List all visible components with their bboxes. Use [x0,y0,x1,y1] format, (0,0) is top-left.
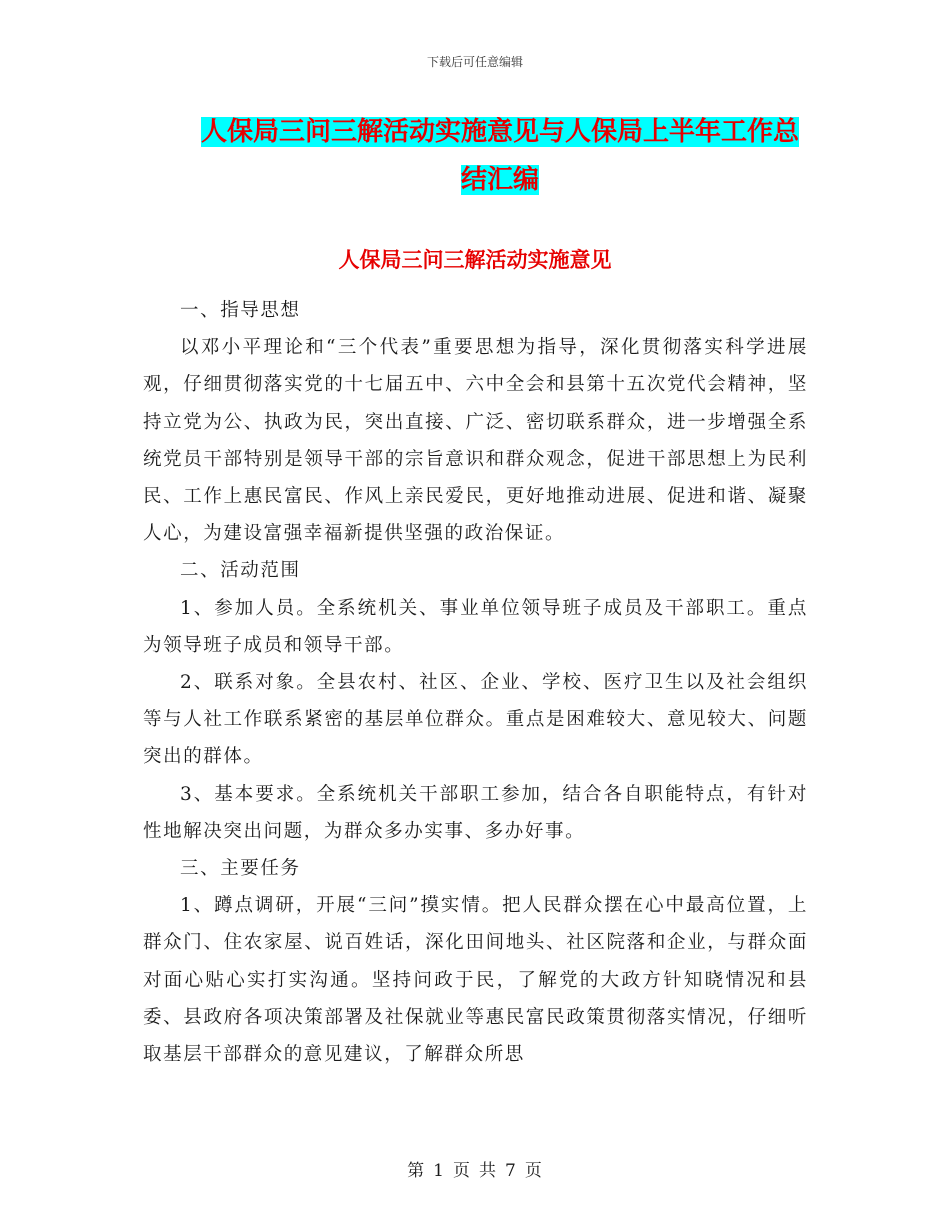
paragraph-contact-targets: 2、联系对象。全县农村、社区、企业、学校、医疗卫生以及社会组织等与人社工作联系紧密的基层单位群众。重点是困难较大、意见较大、问题突出的群体。 [143,672,808,768]
paragraph-participants: 1、参加人员。全系统机关、事业单位领导班子成员及干部职工。重点为领导班子成员和领导干部。 [143,597,808,656]
heading-main-tasks: 三、主要任务 [180,858,301,880]
document-title-line2: 结汇编 [460,165,539,195]
footer-page-number: 1 [433,1161,445,1181]
footer-prefix: 第 [407,1161,426,1181]
heading-activity-scope: 二、活动范围 [180,560,301,582]
header-note: 下载后可任意编辑 [426,55,523,69]
document-title [150,108,850,204]
document-title-line1: 人保局三问三解活动实施意见与人保局上半年工作总 [200,117,799,147]
section-title: 人保局三问三解活动实施意见 [338,248,612,272]
footer-total-pages: 7 [505,1161,517,1181]
footer-suffix: 页 [524,1161,543,1181]
paragraph-guiding-ideology: 以邓小平理论和“三个代表”重要思想为指导，深化贯彻落实科学进展观，仔细贯彻落实党的十七届五中、六中全会和县第十五次党代会精神，坚持立党为公、执政为民，突出直接、广泛、密切联系群众，进一步增强全系统党员干部特别是领导干部的宗旨意识和群众观念，促进干部思想上为民利民、工作上惠民富民、作风上亲民爱民，更好地推动进展、促进和谐、凝聚人心，为建设富强幸福新提供坚强的政治保证。 [143,337,808,545]
footer-mid: 页 [453,1161,471,1181]
paragraph-basic-requirements: 3、基本要求。全系统机关干部职工参加，结合各自职能特点，有针对性地解决突出问题，为群众多办实事、多办好事。 [143,783,808,842]
heading-guiding-ideology: 一、指导思想 [180,300,301,321]
body-text [143,292,808,1073]
page-footer [0,1156,950,1181]
paragraph-field-research: 1、蹲点调研，开展“三问”摸实情。把人民群众摆在心中最高位置，上群众门、住农家屋、说百姓话，深化田间地头、社区院落和企业，与群众面对面心贴心实打实沟通。坚持问政于民，了解党的大政方针知晓情况和县委、县政府各项决策部署及社保就业等惠民富民政策贯彻落实情况，仔细听取基层干部群众的意见建议，了解群众所思 [143,895,808,1066]
footer-total-label: 共 [479,1161,497,1181]
